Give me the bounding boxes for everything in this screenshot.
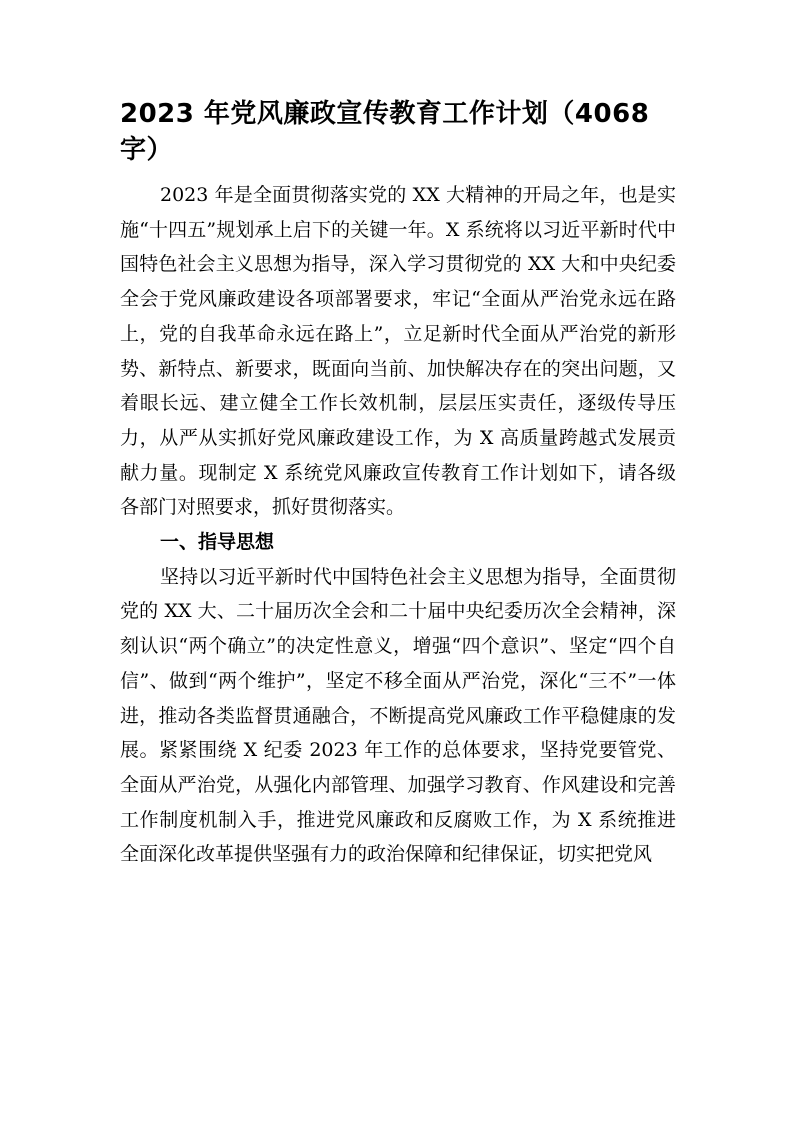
document-body [120, 178, 676, 872]
document-title: 2023 年党风廉政宣传教育工作计划（4068字） [120, 99, 650, 165]
intro-paragraph: 2023 年是全面贯彻落实党的 XX 大精神的开局之年，也是实施“十四五”规划承上启下的关键一年。X 系统将以习近平新时代中国特色社会主义思想为指导，深入学习贯彻党的 XX 大和中央纪委全会于党风廉政建设各项部署要求，牢记“全面从严治党永远在路上，党的自我革命永远在路上”，立足新时代全面从严治党的新形势、新特点、新要求，既面向当前、加快解决存在的突出问题，又着眼长远、建立健全工作长效机制，层层压实责任，逐级传导压力，从严从实抓好党风廉政建设工作，为 X 高质量跨越式发展贡献力量。现制定 X 系统党风廉政宣传教育工作计划如下，请各级各部门对照要求，抓好贯彻落实。 [120, 184, 676, 519]
guiding-ideology-paragraph: 坚持以习近平新时代中国特色社会主义思想为指导，全面贯彻党的 XX 大、二十届历次全会和二十届中央纪委历次全会精神，深刻认识“两个确立”的决定性意义，增强“四个意识”、坚定“四个自信”、做到“两个维护”，坚定不移全面从严治党，深化“三不”一体进，推动各类监督贯通融合，不断提高党风廉政工作平稳健康的发展。紧紧围绕 X 纪委 2023 年工作的总体要求，坚持党要管党、全面从严治党，从强化内部管理、加强学习教育、作风建设和完善工作制度机制入手，推进党风廉政和反腐败工作，为 X 系统推进全面深化改革提供坚强有力的政治保障和纪律保证，切实把党风 [120, 565, 676, 866]
section-heading-guiding-ideology: 一、指导思想 [160, 531, 275, 554]
